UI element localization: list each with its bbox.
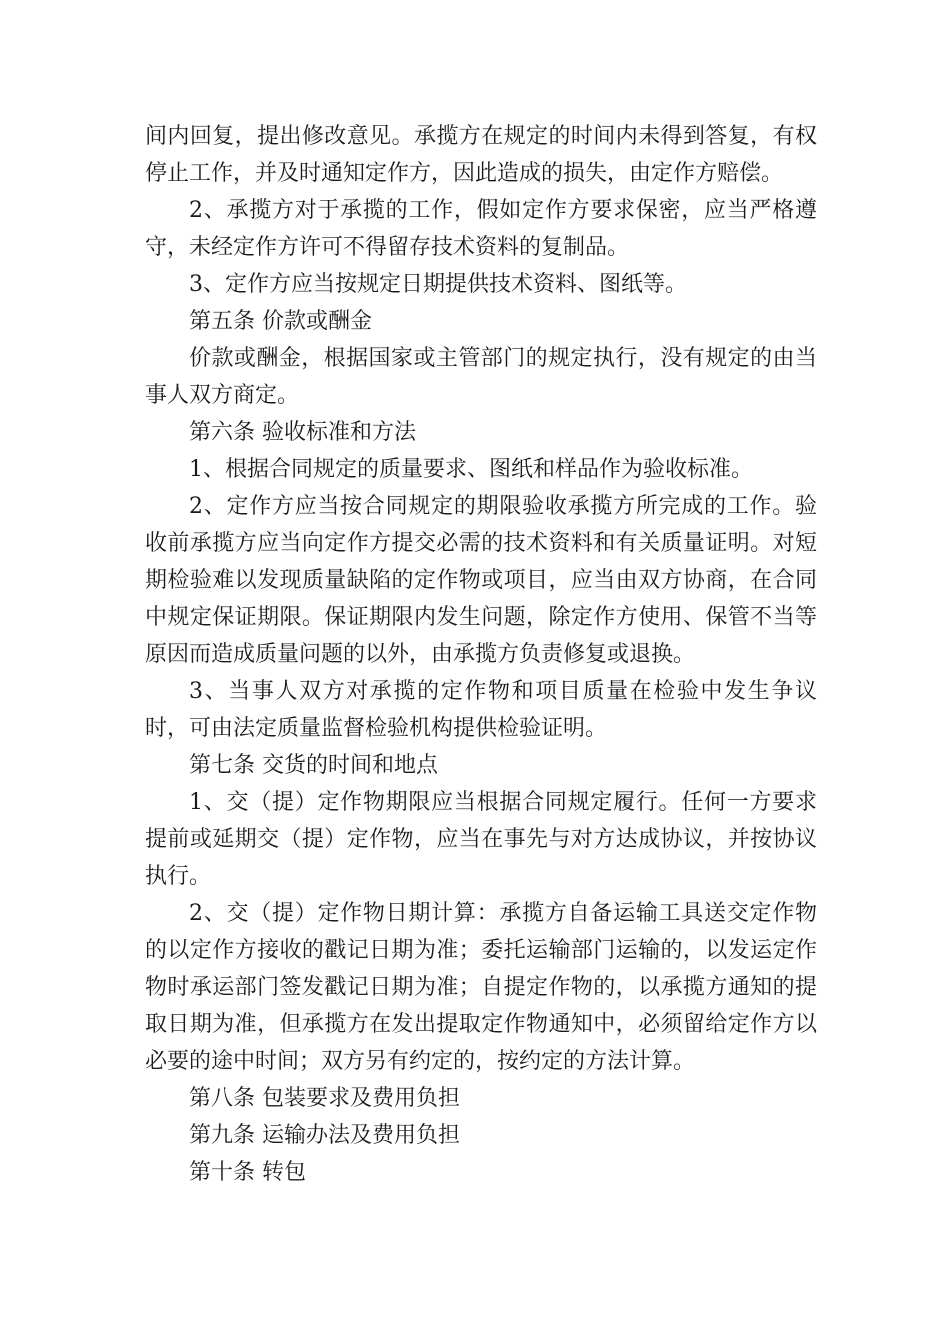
document-body	[145, 118, 817, 1191]
paragraph-item-3-technical-data: 3、定作方应当按规定日期提供技术资料、图纸等。	[189, 272, 687, 297]
paragraph-item-2-confidentiality: 2、承揽方对于承揽的工作，假如定作方要求保密，应当严格遵守，未经定作方许可不得留存技术资料的复制品。	[145, 198, 817, 260]
paragraph-acceptance-3: 3、当事人双方对承揽的定作物和项目质量在检验中发生争议时，可由法定质量监督检验机构提供检验证明。	[145, 679, 817, 741]
article-10-heading: 第十条 转包	[189, 1160, 306, 1185]
article-5-heading: 第五条 价款或酬金	[189, 309, 372, 334]
article-7-heading: 第七条 交货的时间和地点	[189, 753, 438, 778]
paragraph-price: 价款或酬金，根据国家或主管部门的规定执行，没有规定的由当事人双方商定。	[145, 346, 817, 408]
paragraph-delivery-2: 2、交（提）定作物日期计算：承揽方自备运输工具送交定作物的以定作方接收的戳记日期为准；委托运输部门运输的，以发运定作物时承运部门签发戳记日期为准；自提定作物的，以承揽方通知的提取日期为准，但承揽方在发出提取定作物通知中，必须留给定作方以必要的途中时间；双方另有约定的，按约定的方法计算。	[145, 901, 817, 1074]
paragraph-acceptance-2: 2、定作方应当按合同规定的期限验收承揽方所完成的工作。验收前承揽方应当向定作方提交必需的技术资料和有关质量证明。对短期检验难以发现质量缺陷的定作物或项目，应当由双方协商，在合同中规定保证期限。保证期限内发生问题，除定作方使用、保管不当等原因而造成质量问题的以外，由承揽方负责修复或退换。	[145, 494, 817, 667]
paragraph-acceptance-1: 1、根据合同规定的质量要求、图纸和样品作为验收标准。	[189, 457, 753, 482]
paragraph-continuation: 间内回复，提出修改意见。承揽方在规定的时间内未得到答复，有权停止工作，并及时通知定作方，因此造成的损失，由定作方赔偿。	[145, 124, 817, 186]
article-9-heading: 第九条 运输办法及费用负担	[189, 1123, 460, 1148]
article-6-heading: 第六条 验收标准和方法	[189, 420, 416, 445]
paragraph-delivery-1: 1、交（提）定作物期限应当根据合同规定履行。任何一方要求提前或延期交（提）定作物，应当在事先与对方达成协议，并按协议执行。	[145, 790, 817, 889]
article-8-heading: 第八条 包装要求及费用负担	[189, 1086, 460, 1111]
